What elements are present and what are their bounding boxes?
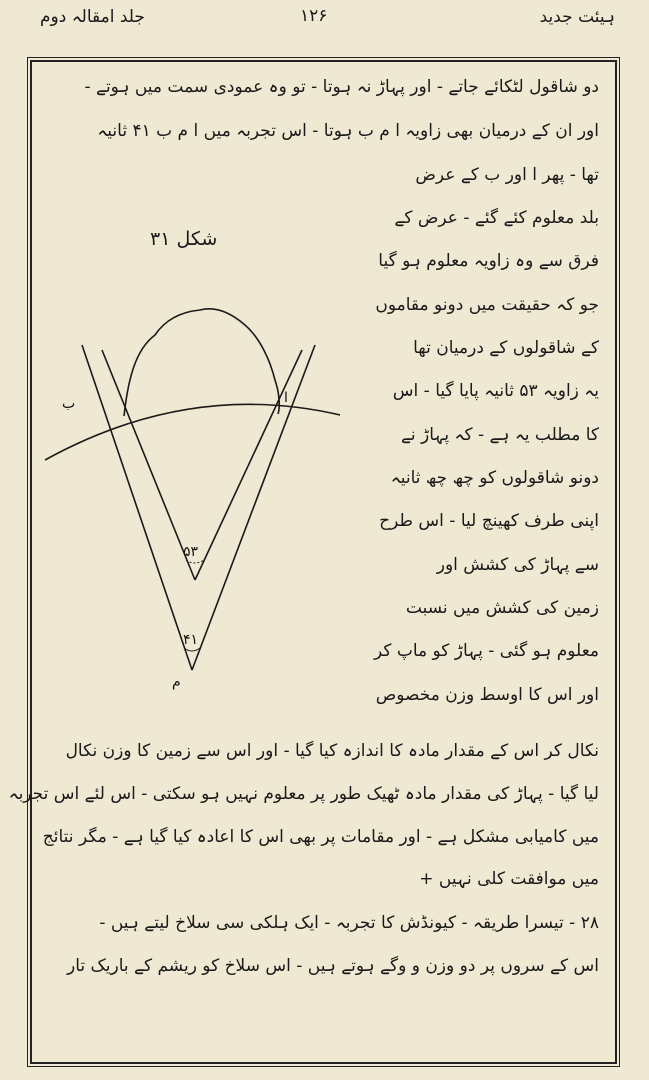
- text-line: اور اس کا اوسط وزن مخصوص: [375, 685, 599, 705]
- plumb-line-a-outer: [192, 345, 315, 670]
- volume-chapter: جلد امقالہ دوم: [40, 7, 145, 27]
- plumb-line-b-outer: [82, 345, 192, 670]
- text-line: اپنی طرف کھینچ لیا - اس طرح: [379, 511, 599, 531]
- running-title: ہیئت جدید: [539, 7, 615, 27]
- earth-surface-arc: [45, 404, 340, 460]
- text-line: معلوم ہو گئی - پہاڑ کو ماپ کر: [373, 641, 599, 661]
- angle-arc-outer: [184, 648, 200, 651]
- text-line: دونو شاقولوں کو چھ چھ ثانیہ: [390, 468, 599, 488]
- point-b-label: ب: [62, 396, 76, 412]
- text-line: اور ان کے درمیان بھی زاویہ ا م ب ہوتا - اس تجربہ میں ا م ب ۴۱ ثانیہ: [97, 121, 599, 141]
- page-number: ۱۲۶: [300, 6, 328, 26]
- point-m-label: م: [172, 674, 181, 690]
- text-line: اس کے سروں پر دو وزن و وگے ہوتے ہیں - اس سلاخ کو ریشم کے باریک تار: [67, 956, 599, 976]
- section-heading-line: ۲۸ - تیسرا طریقہ - کیونڈش کا تجربہ - ایک ہلکی سی سلاخ لیتے ہیں -: [99, 913, 599, 933]
- plumb-line-b-inner: [102, 350, 195, 580]
- point-a-label: ا: [284, 390, 288, 406]
- angle-53-label: ۵۳: [183, 544, 199, 560]
- plumb-line-a-inner: [195, 350, 302, 580]
- angle-41-label: ۴۱: [183, 632, 199, 648]
- figure-caption: شکل ۳۱: [150, 228, 218, 250]
- text-line: دو شاقول لٹکائے جاتے - اور پہاڑ نہ ہوتا - تو وہ عمودی سمت میں ہوتے -: [84, 77, 599, 97]
- text-line: زمین کی کشش میں نسبت: [405, 598, 599, 618]
- text-line: فرق سے وہ زاویہ معلوم ہو گیا: [378, 251, 599, 271]
- text-line: نکال کر اس کے مقدار مادہ کا اندازہ کیا گیا - اور اس سے زمین کا وزن نکال: [65, 741, 599, 761]
- text-line: میں موافقت کلی نہیں +: [419, 869, 599, 889]
- text-line: کا مطلب یہ ہے - کہ پہاڑ نے: [400, 425, 599, 445]
- mountain-outline: [124, 309, 279, 416]
- text-line: سے پہاڑ کی کشش اور: [436, 555, 599, 575]
- text-line: تھا - پھر ا اور ب کے عرض: [415, 165, 599, 185]
- text-line: لیا گیا - پہاڑ کی مقدار مادہ ٹھیک طور پر معلوم نہیں ہو سکتی - اس لئے اس تجربہ: [8, 784, 599, 804]
- text-line: میں کامیابی مشکل ہے - اور مقامات پر بھی اس کا اعادہ کیا گیا ہے - مگر نتائج: [42, 827, 599, 847]
- text-line: بلد معلوم کئے گئے - عرض کے: [394, 208, 599, 228]
- text-line: جو کہ حقیقت میں دونو مقاموں: [375, 295, 599, 315]
- text-line: یہ زاویہ ۵۳ ثانیہ پایا گیا - اس: [392, 381, 599, 401]
- text-line: کے شاقولوں کے درمیان تھا: [413, 338, 599, 358]
- figure-31-diagram: [40, 290, 340, 710]
